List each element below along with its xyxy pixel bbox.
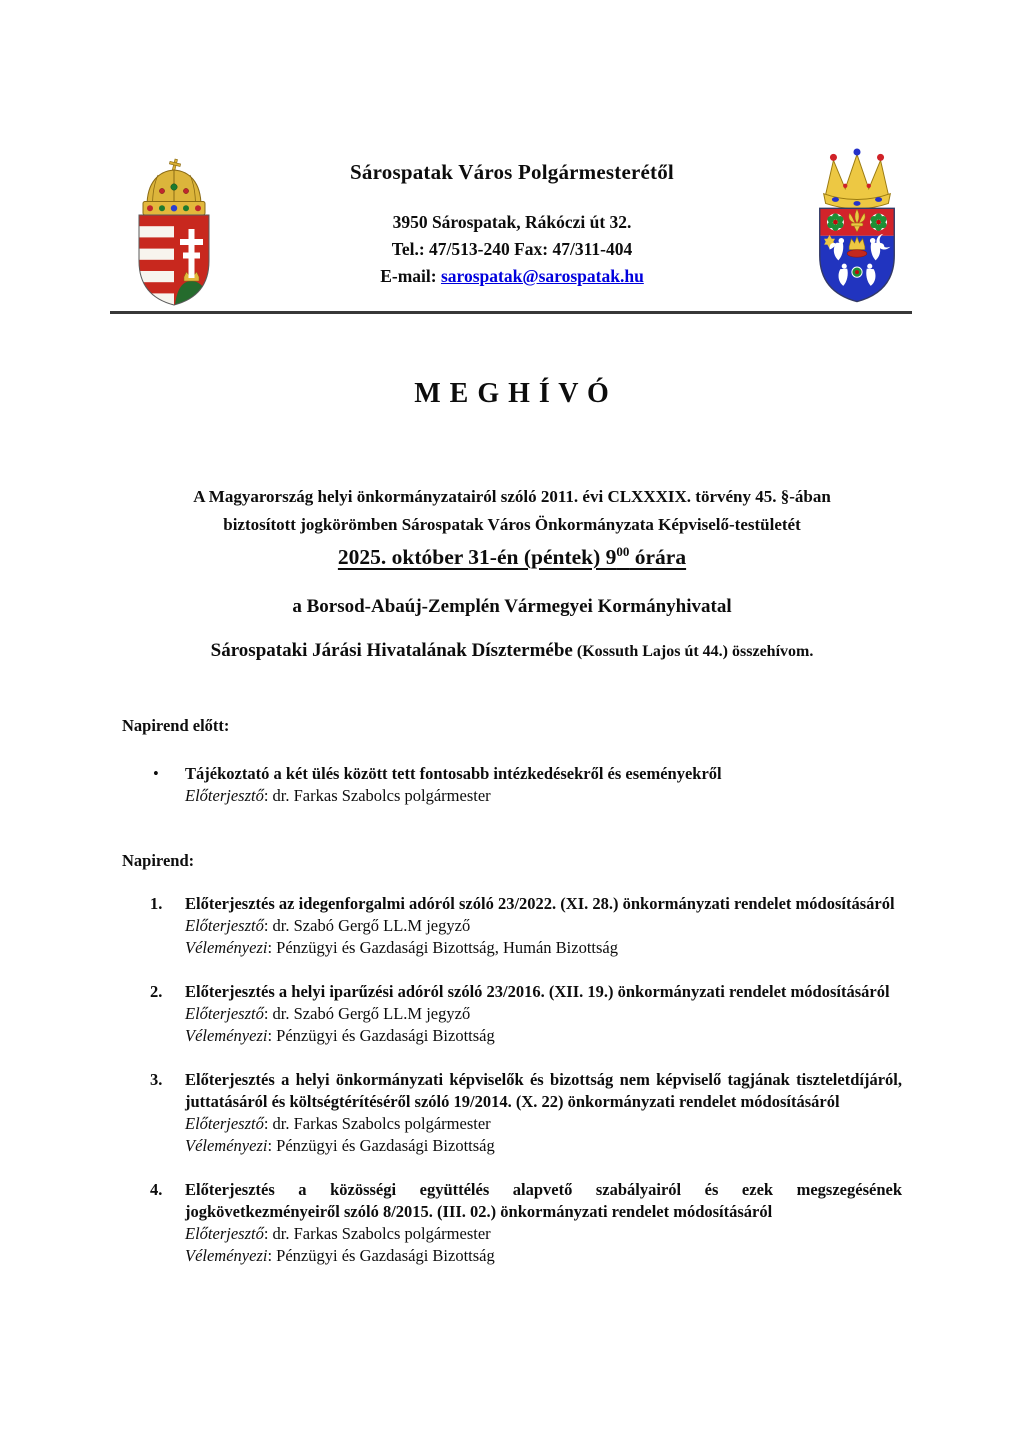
- agenda-item-reviewer: Véleményezi: Pénzügyi és Gazdasági Bizottság, Humán Bizottság: [185, 938, 619, 957]
- agenda-item-reviewer: Véleményezi: Pénzügyi és Gazdasági Bizottság: [185, 1026, 495, 1045]
- agenda-item-number: 3.: [150, 1070, 163, 1089]
- intro-paragraph: [112, 483, 912, 539]
- agenda-item-reviewer: Véleményezi: Pénzügyi és Gazdasági Bizottság: [185, 1136, 495, 1155]
- agenda-item-presenter: Előterjesztő: dr. Farkas Szabolcs polgármester: [185, 1114, 491, 1133]
- datetime-superscript: 00: [616, 543, 630, 559]
- letterhead: [160, 160, 864, 290]
- before-agenda-heading: Napirend előtt:: [122, 716, 230, 735]
- agenda-item-title: Előterjesztés a helyi önkormányzati képviselők és bizottság nem képviselő tagjának tiszteletdíjáról, juttatásáról és költségtérítéséről szóló 19/2014. (X. 22) önkormányzati rendelet módosításáról: [185, 1070, 902, 1111]
- datetime-tail: órára: [629, 545, 687, 569]
- before-agenda-body: [185, 763, 902, 807]
- email-link[interactable]: sarospatak@sarospatak.hu: [440, 266, 644, 286]
- agenda-item-title: Előterjesztés az idegenforgalmi adóról szóló 23/2022. (XI. 28.) önkormányzati rendelet módosításáról: [185, 894, 895, 913]
- agenda-item-4: [150, 1179, 902, 1267]
- phone-fax-line: Tel.: 47/513-240 Fax: 47/311-404: [391, 239, 633, 259]
- document-title: M E G H Í V Ó: [414, 378, 610, 409]
- agenda-item-number: 2.: [150, 982, 163, 1001]
- agenda-item-body: [185, 981, 902, 1047]
- sarospatak-coat-of-arms-icon: [806, 146, 908, 308]
- meeting-datetime: [0, 545, 1024, 570]
- before-item-title: Tájékoztató a két ülés között tett fontosabb intézkedésekről és eseményekről: [185, 764, 722, 783]
- venue-line-1: a Borsod-Abaúj-Zemplén Vármegyei Kormányhivatal: [292, 596, 732, 617]
- agenda-item-body: [185, 1179, 902, 1267]
- office-title: Sárospatak Város Polgármesterétől: [350, 160, 674, 184]
- datetime-main: 2025. október 31-én (péntek) 9: [337, 545, 617, 569]
- venue-address: (Kossuth Lajos út 44.) összehívom.: [572, 643, 814, 660]
- agenda-item-presenter: Előterjesztő: dr. Szabó Gergő LL.M jegyző: [185, 916, 471, 935]
- intro-line-2: biztosított jogkörömben Sárospatak Város Önkormányzata Képviselő-testületét: [223, 515, 801, 534]
- agenda-item-number: 1.: [150, 894, 163, 913]
- agenda-item-title: Előterjesztés a közösségi együttélés alapvető szabályairól és ezek megszegésének jogkövetkezményeiről szóló 8/2015. (III. 02.) önkormányzati rendelet módosításáról: [185, 1180, 902, 1221]
- agenda-item-3: [150, 1069, 902, 1157]
- agenda-item-presenter: Előterjesztő: dr. Farkas Szabolcs polgármester: [185, 1224, 491, 1243]
- before-agenda-item: [150, 763, 902, 807]
- bullet-icon: •: [153, 764, 159, 783]
- venue-line-2: [0, 640, 1024, 662]
- agenda-item-body: [185, 893, 902, 959]
- email-label: E-mail:: [380, 266, 441, 286]
- before-item-presenter: Előterjesztő: dr. Farkas Szabolcs polgármester: [185, 786, 491, 805]
- contact-block: [160, 209, 864, 290]
- agenda-item-title: Előterjesztés a helyi iparűzési adóról szóló 23/2016. (XII. 19.) önkormányzati rendelet módosításáról: [185, 982, 890, 1001]
- venue-name: Sárospataki Járási Hivatalának Dísztermébe: [210, 640, 573, 661]
- header-divider: [110, 311, 912, 314]
- agenda-item-body: [185, 1069, 902, 1157]
- email-line: [160, 263, 864, 290]
- agenda-item-2: [150, 981, 902, 1047]
- agenda-heading: Napirend:: [122, 851, 195, 870]
- address-line: 3950 Sárospatak, Rákóczi út 32.: [392, 212, 632, 232]
- agenda-item-presenter: Előterjesztő: dr. Szabó Gergő LL.M jegyző: [185, 1004, 471, 1023]
- agenda-item-number: 4.: [150, 1180, 163, 1199]
- agenda-item-1: [150, 893, 902, 959]
- agenda-item-reviewer: Véleményezi: Pénzügyi és Gazdasági Bizottság: [185, 1246, 495, 1265]
- agenda-list: [150, 893, 902, 1289]
- intro-line-1: A Magyarország helyi önkormányzatairól szóló 2011. évi CLXXXIX. törvény 45. §-ában: [193, 487, 831, 506]
